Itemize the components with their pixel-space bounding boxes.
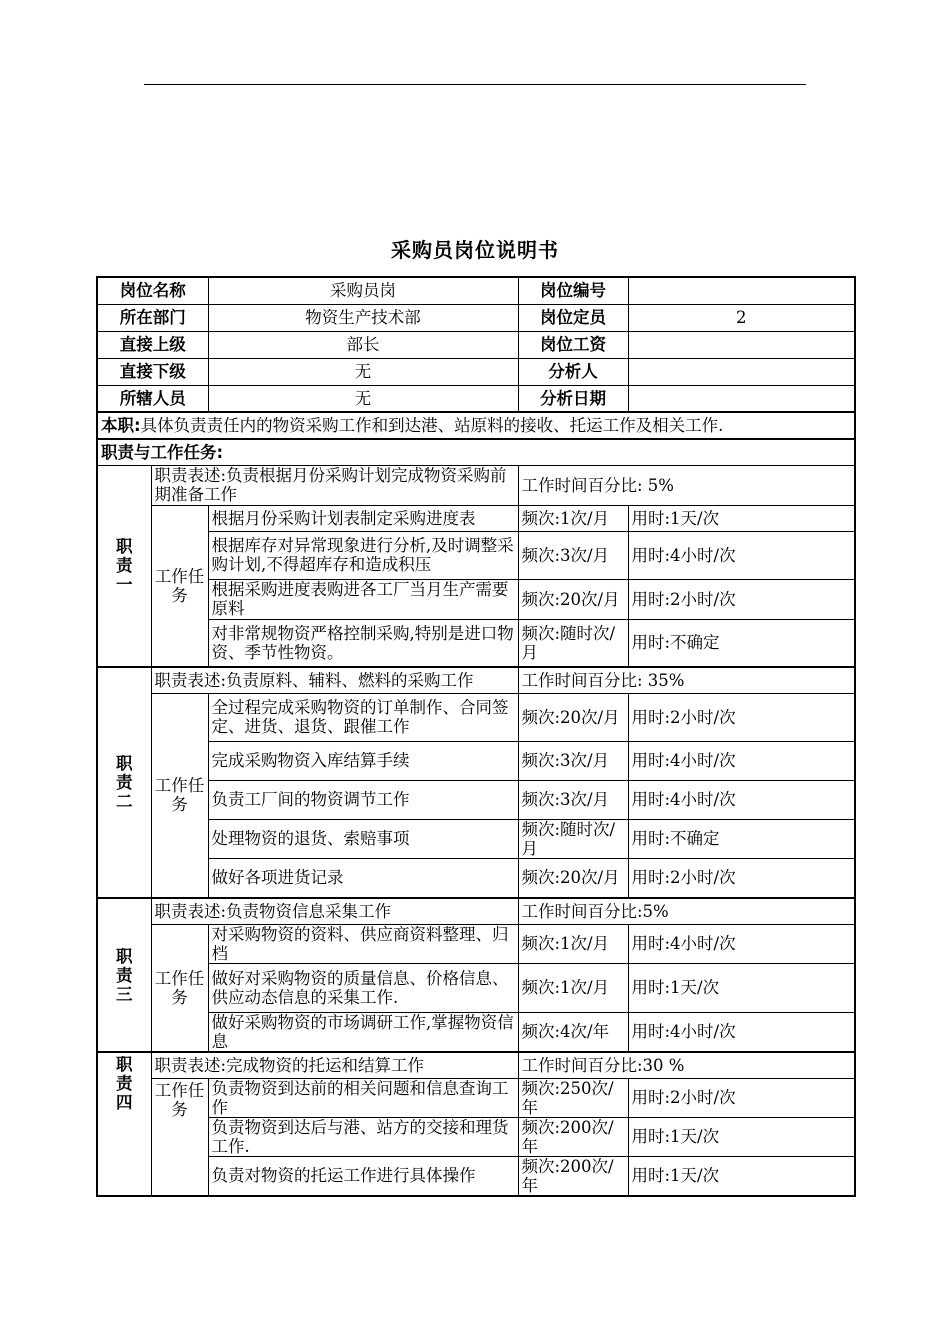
task-freq: 频次:3次/月 [518, 531, 628, 579]
task-row [97, 924, 855, 963]
task-row [97, 819, 855, 858]
section-label: 职责与工作任务: [97, 439, 855, 465]
salary-value [628, 331, 855, 358]
duty-name: 职 责 三 [97, 898, 151, 1052]
subordinate-label: 直接下级 [97, 358, 208, 385]
job-no-value [628, 277, 855, 304]
section-header-row [97, 439, 855, 465]
task-row [97, 741, 855, 780]
task-time: 用时:4小时/次 [628, 1012, 855, 1052]
task-row [97, 963, 855, 1012]
info-row [97, 331, 855, 358]
task-row [97, 693, 855, 741]
task-label: 工作任务 [151, 1078, 208, 1196]
task-text: 根据库存对异常现象进行分析,及时调整采购计划,不得超库存和造成积压 [208, 531, 518, 579]
document-title: 采购员岗位说明书 [391, 238, 559, 262]
task-text: 全过程完成采购物资的订单制作、合同签定、进货、退货、跟催工作 [208, 693, 518, 741]
task-text: 负责物资到达后与港、站方的交接和理货工作. [208, 1117, 518, 1156]
task-row [97, 619, 855, 667]
task-freq: 频次:1次/月 [518, 924, 628, 963]
header-rule [144, 84, 806, 85]
headcount-label: 岗位定员 [518, 304, 628, 331]
task-text: 完成采购物资入库结算手续 [208, 741, 518, 780]
task-time: 用时:4小时/次 [628, 924, 855, 963]
analyst-value [628, 358, 855, 385]
task-time: 用时:1天/次 [628, 963, 855, 1012]
task-text: 根据采购进度表购进各工厂当月生产需要原料 [208, 579, 518, 619]
dept-label: 所在部门 [97, 304, 208, 331]
duty-statement: 职责表述:负责根据月份采购计划完成物资采购前期准备工作 [151, 465, 518, 505]
task-row [97, 579, 855, 619]
duty-summary-row [97, 412, 855, 439]
task-freq: 频次:20次/月 [518, 858, 628, 898]
task-time: 用时:4小时/次 [628, 780, 855, 819]
superior-value: 部长 [208, 331, 518, 358]
duty-statement-row [97, 898, 855, 924]
job-name-label: 岗位名称 [97, 277, 208, 304]
task-time: 用时:2小时/次 [628, 693, 855, 741]
task-label: 工作任务 [151, 505, 208, 667]
task-text: 对采购物资的资料、供应商资料整理、归档 [208, 924, 518, 963]
task-time: 用时:2小时/次 [628, 858, 855, 898]
info-row [97, 385, 855, 412]
task-row [97, 1012, 855, 1052]
duty-percent: 工作时间百分比:5% [518, 898, 855, 924]
task-freq: 频次:3次/月 [518, 780, 628, 819]
task-time: 用时:不确定 [628, 619, 855, 667]
info-row [97, 304, 855, 331]
duty-name: 职 责 四 [97, 1052, 151, 1196]
task-freq: 频次:1次/月 [518, 963, 628, 1012]
task-freq: 频次:3次/月 [518, 741, 628, 780]
task-freq: 频次:20次/月 [518, 693, 628, 741]
duty-statement-row [97, 465, 855, 505]
task-text: 做好对采购物资的质量信息、价格信息、供应动态信息的采集工作. [208, 963, 518, 1012]
task-row [97, 1156, 855, 1196]
superior-label: 直接上级 [97, 331, 208, 358]
info-row [97, 358, 855, 385]
task-text: 做好采购物资的市场调研工作,掌握物资信息 [208, 1012, 518, 1052]
staff-label: 所辖人员 [97, 385, 208, 412]
salary-label: 岗位工资 [518, 331, 628, 358]
task-freq: 频次:随时次/月 [518, 819, 628, 858]
task-text: 负责工厂间的物资调节工作 [208, 780, 518, 819]
task-label: 工作任务 [151, 693, 208, 898]
date-value [628, 385, 855, 412]
task-row [97, 1117, 855, 1156]
staff-value: 无 [208, 385, 518, 412]
task-row [97, 505, 855, 531]
duty-percent: 工作时间百分比: 5% [518, 465, 855, 505]
duty-summary-label: 本职: [101, 416, 141, 435]
task-time: 用时:1天/次 [628, 1156, 855, 1196]
task-freq: 频次:1次/月 [518, 505, 628, 531]
duty-statement: 职责表述:负责物资信息采集工作 [151, 898, 518, 924]
task-freq: 频次:200次/年 [518, 1156, 628, 1196]
info-row [97, 277, 855, 304]
headcount-value: 2 [628, 304, 855, 331]
duty-percent: 工作时间百分比:30 % [518, 1052, 855, 1078]
job-description-table [96, 276, 856, 1197]
duty-name: 职 责 一 [97, 465, 151, 667]
task-time: 用时:不确定 [628, 819, 855, 858]
task-freq: 频次:200次/年 [518, 1117, 628, 1156]
task-time: 用时:4小时/次 [628, 741, 855, 780]
dept-value: 物资生产技术部 [208, 304, 518, 331]
task-freq: 频次:4次/年 [518, 1012, 628, 1052]
task-text: 根据月份采购计划表制定采购进度表 [208, 505, 518, 531]
job-name-value: 采购员岗 [208, 277, 518, 304]
duty-statement-row [97, 667, 855, 693]
task-freq: 频次:20次/月 [518, 579, 628, 619]
task-time: 用时:2小时/次 [628, 1078, 855, 1117]
task-time: 用时:2小时/次 [628, 579, 855, 619]
task-time: 用时:1天/次 [628, 1117, 855, 1156]
task-text: 处理物资的退货、索赔事项 [208, 819, 518, 858]
task-text: 负责物资到达前的相关问题和信息查询工作 [208, 1078, 518, 1117]
task-row [97, 780, 855, 819]
task-text: 做好各项进货记录 [208, 858, 518, 898]
task-freq: 频次:随时次/月 [518, 619, 628, 667]
duty-name: 职 责 二 [97, 667, 151, 898]
duty-summary-text: 具体负责责任内的物资采购工作和到达港、站原料的接收、托运工作及相关工作. [140, 416, 724, 435]
task-text: 对非常规物资严格控制采购,特别是进口物资、季节性物资。 [208, 619, 518, 667]
task-time: 用时:1天/次 [628, 505, 855, 531]
task-time: 用时:4小时/次 [628, 531, 855, 579]
task-label: 工作任务 [151, 924, 208, 1052]
task-row [97, 1078, 855, 1117]
duty-percent: 工作时间百分比: 35% [518, 667, 855, 693]
task-row [97, 531, 855, 579]
duty-statement: 职责表述:负责原料、辅料、燃料的采购工作 [151, 667, 518, 693]
task-row [97, 858, 855, 898]
task-freq: 频次:250次/年 [518, 1078, 628, 1117]
duty-statement-row [97, 1052, 855, 1078]
date-label: 分析日期 [518, 385, 628, 412]
subordinate-value: 无 [208, 358, 518, 385]
duty-statement: 职责表述:完成物资的托运和结算工作 [151, 1052, 518, 1078]
task-text: 负责对物资的托运工作进行具体操作 [208, 1156, 518, 1196]
job-no-label: 岗位编号 [518, 277, 628, 304]
analyst-label: 分析人 [518, 358, 628, 385]
